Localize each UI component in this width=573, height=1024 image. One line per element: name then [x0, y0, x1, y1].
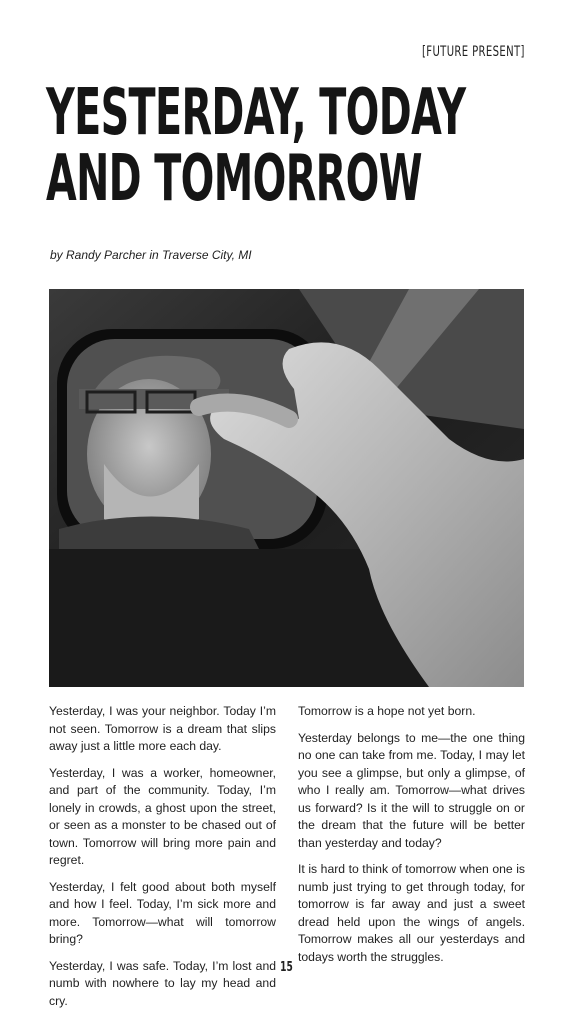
article-photo — [49, 289, 524, 687]
paragraph: It is hard to think of tomorrow when one is numb just trying to get through today, for tomorrow is far away and just a sweet dread held upon the wings of angels. Tomorrow makes all our yesterdays and todays worth the struggles. — [298, 862, 525, 964]
paragraph: Yesterday, I was your neighbor. Today I’m not seen. Tomorrow is a dream that slips away just a little more each day. — [49, 704, 276, 753]
paragraph: Yesterday, I was safe. Today, I’m lost and numb with nowhere to lay my head and cry. — [49, 958, 276, 1008]
right-column — [298, 703, 525, 975]
title-line-1: YESTERDAY, TODAY — [46, 76, 466, 150]
article-title — [46, 76, 466, 216]
paragraph: Yesterday belongs to me—the one thing no one can take from me. Today, I may let you see a glimpse, but only a glimpse, of who I really am. Tomorrow—what drives us forward? Is it the will to struggle on or the dream that the future will be better than yesterday and today? — [298, 730, 525, 850]
page-number: 15 — [280, 960, 293, 975]
section-tag: [FUTURE PRESENT] — [422, 44, 525, 60]
title-line-2: AND TOMORROW — [46, 142, 422, 216]
byline: by Randy Parcher in Traverse City, MI — [50, 248, 252, 262]
photo-man-in-car-mirror-icon — [49, 289, 524, 687]
paragraph: Yesterday, I felt good about both myself and how I feel. Today, I’m sick more and more. Tomorrow—what will tomorrow bring? — [49, 879, 276, 946]
paragraph: Tomorrow is a hope not yet born. — [298, 704, 476, 718]
paragraph: Yesterday, I was a worker, homeowner, and part of the community. Today, I’m lonely in crowds, a ghost upon the street, or seen as a monster to be chased out of town. Tomorrow will bring more pain and regret. — [49, 765, 276, 867]
